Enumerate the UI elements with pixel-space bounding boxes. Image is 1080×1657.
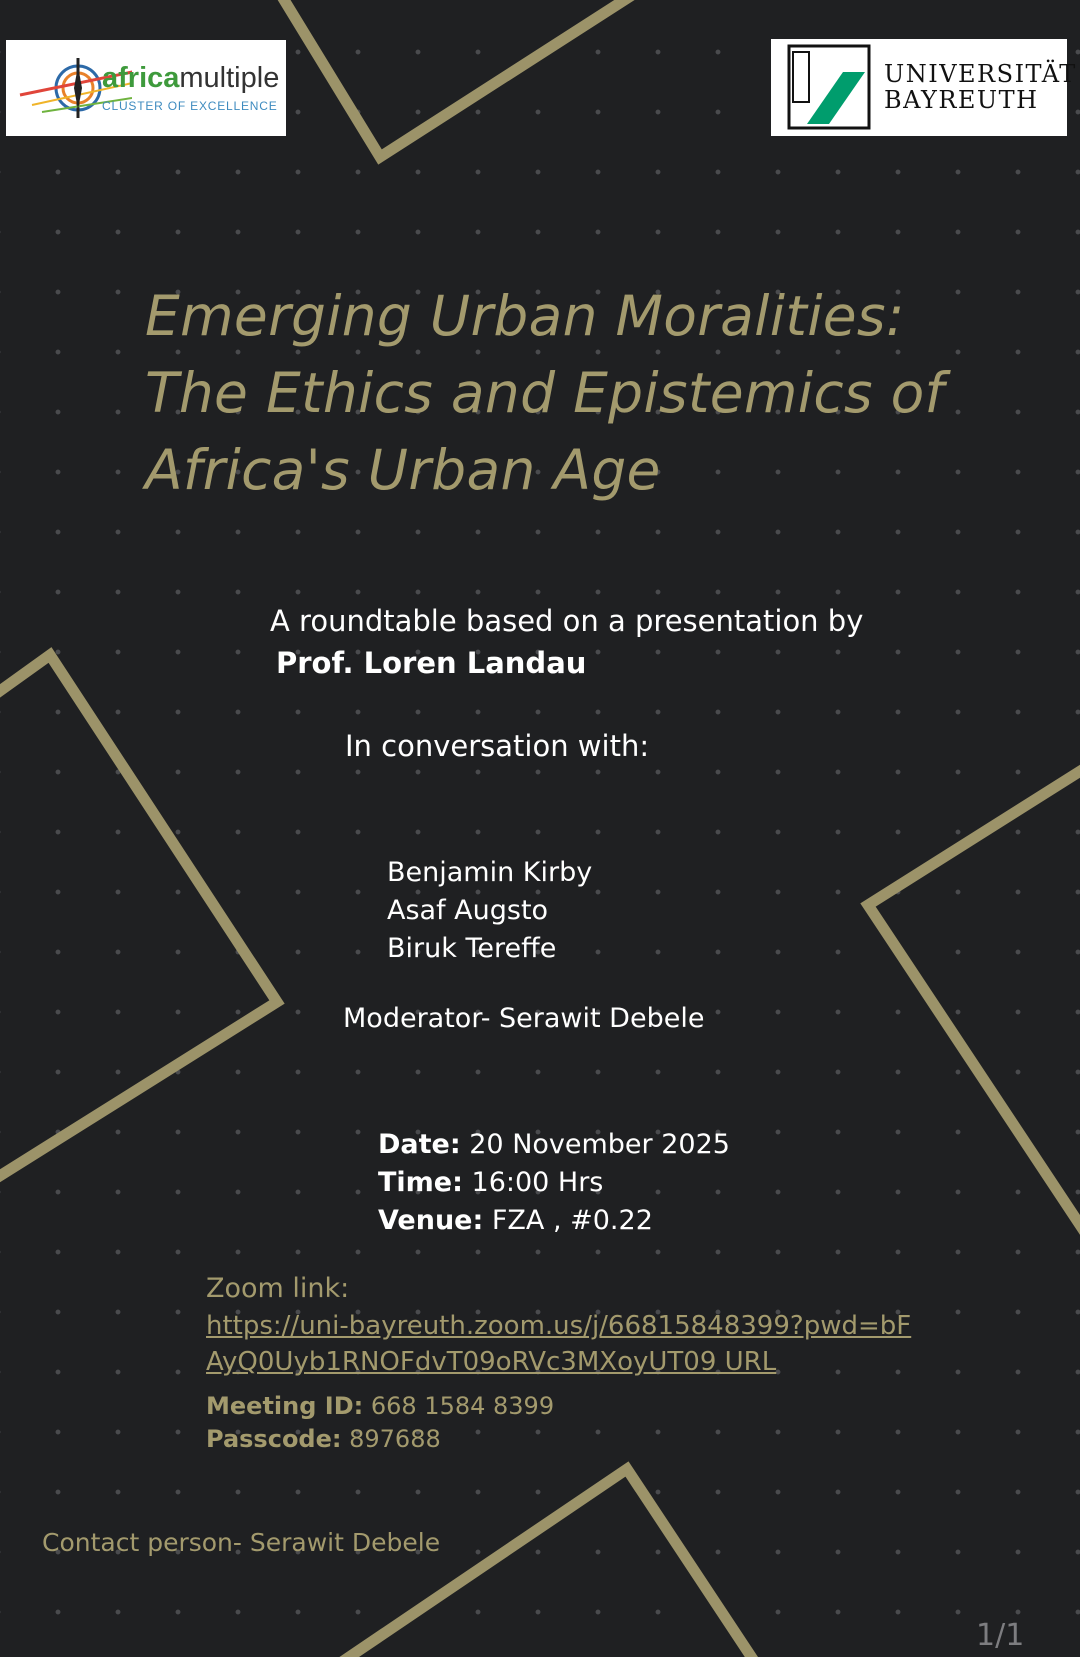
presenter-name: Prof. Loren Landau [276,646,587,680]
zoom-label: Zoom link: [206,1273,350,1304]
venue-value: FZA , #0.22 [491,1205,653,1236]
time-label: Time: [378,1167,463,1198]
universitaet-bayreuth-logo [771,39,1077,136]
title-line-3: Africa's Urban Age [145,438,661,502]
date-row [378,1126,730,1164]
zoom-link-line-1: https://uni-bayreuth.zoom.us/j/66815848399?pwd=bF [206,1311,912,1341]
panelist-name: Benjamin Kirby [387,857,593,888]
logo-line-universitaet: UNIVERSITÄT [884,60,1077,88]
africamultiple-logo [6,40,286,136]
contact-person: Contact person- Serawit Debele [42,1528,441,1557]
passcode-value: 897688 [349,1425,441,1453]
title-line-1: Emerging Urban Moralities: [145,284,905,348]
logo-line-bayreuth: BAYREUTH [884,86,1039,114]
conversation-heading: In conversation with: [345,729,650,763]
logo-word-africa: africa [102,62,180,94]
passcode-row [206,1423,554,1456]
university-emblem-icon [785,42,875,132]
meeting-credentials [206,1390,554,1456]
meeting-id-row [206,1390,554,1423]
date-value: 20 November 2025 [469,1129,730,1160]
zoom-link[interactable] [206,1308,911,1380]
meeting-id-value: 668 1584 8399 [370,1392,555,1420]
time-row [378,1164,730,1202]
panelist-name: Asaf Augsto [387,895,549,926]
logo-tagline: CLUSTER OF EXCELLENCE [102,99,278,113]
date-label: Date: [378,1129,461,1160]
time-value: 16:00 Hrs [471,1167,604,1198]
page-indicator: 1/1 [976,1618,1025,1653]
logo-word-multiple: multiple [179,62,280,94]
moderator-line: Moderator- Serawit Debele [343,1003,705,1034]
panelist-name: Biruk Tereffe [387,933,557,964]
title-line-2: The Ethics and Epistemics of [145,361,945,425]
zoom-link-line-2: AyQ0Uyb1RNOFdvT09oRVc3MXoyUT09 URL [206,1347,777,1377]
passcode-label: Passcode: [206,1425,342,1453]
meeting-id-label: Meeting ID: [206,1392,364,1420]
venue-row [378,1202,730,1240]
event-title [145,278,965,509]
venue-label: Venue: [378,1205,484,1236]
event-details [378,1126,730,1240]
intro-line: A roundtable based on a presentation by [270,604,864,638]
panelist-list [387,854,592,968]
